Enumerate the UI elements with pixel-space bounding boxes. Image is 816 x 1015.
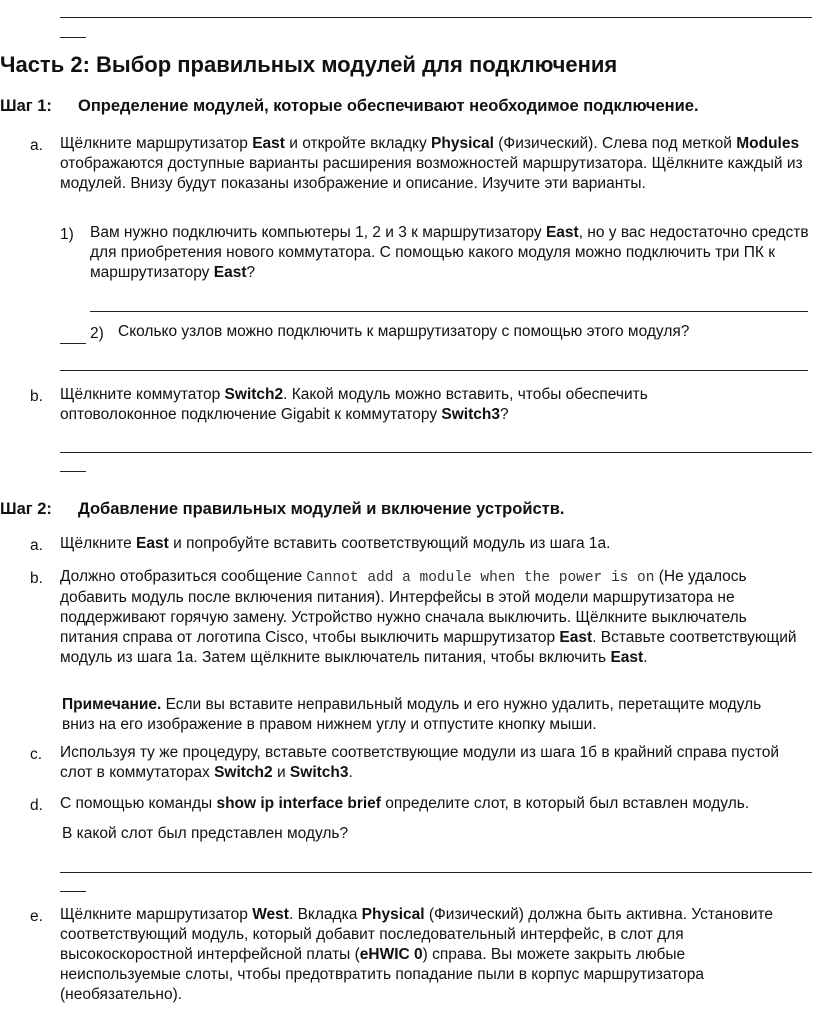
item-label: a. xyxy=(30,537,43,554)
question-label: 2) xyxy=(90,325,104,342)
step1-number: Шаг 1: xyxy=(0,97,52,115)
step1-b-text: Щёлкните коммутатор Switch2. Какой модуль можно вставить, чтобы обеспечить оптоволоконное подключение Gigabit к коммутатору Switch3? xyxy=(60,386,648,423)
step2-d-text: С помощью команды show ip interface brief определите слот, в который был вставлен модуль. xyxy=(60,795,750,812)
step1-question1-text: Вам нужно подключить компьютеры 1, 2 и 3 к маршрутизатору East, но у вас недостаточно средств для приобретения нового коммутатора. С помощью какого модуля можно подключить три ПК к маршрутизатору East? xyxy=(90,224,809,281)
answer-line xyxy=(90,311,808,312)
item-label: b. xyxy=(30,570,43,587)
answer-line xyxy=(60,452,812,453)
answer-line xyxy=(60,872,812,873)
item-label: c. xyxy=(30,746,43,763)
step2-e-text: Щёлкните маршрутизатор West. Вкладка Physical (Физический) должна быть активна. Установите соответствующий модуль, который добавит последовательный интерфейс, в слот для высокоскоростной интерфейсной платы (eHWIC 0) справа. Вы можете закрыть любые неиспользуемые слоты, чтобы предотвратить попадание пыли в корпус маршрутизатора (необязательно). xyxy=(60,906,774,1003)
step1-heading xyxy=(0,97,699,116)
step2-heading xyxy=(0,500,564,519)
answer-line-short xyxy=(60,37,86,38)
step2-c-text: Используя ту же процедуру, вставьте соответствующие модули из шага 1б в крайний справа пустой слот в коммутаторах Switch2 и Switch3. xyxy=(60,744,780,781)
question-label: 1) xyxy=(60,226,74,243)
item-label: d. xyxy=(30,797,43,814)
step2-b-text: Должно отобразиться сообщение Cannot add a module when the power is on (Не удалось добавить модуль после включения питания). Интерфейсы в этой модели маршрутизатора не поддерживают горячую замену. Устройство нужно сначала выключить. Щёлкните выключатель питания справа от логотипа Cisco, чтобы выключить маршрутизатор East. Вставьте соответствующий модуль из шага 1a. Затем щёлкните выключатель питания, чтобы включить East. xyxy=(60,568,797,666)
step2-number: Шаг 2: xyxy=(0,500,52,518)
answer-line xyxy=(60,370,808,371)
answer-line-short xyxy=(60,343,86,344)
step2-note: Примечание. Если вы вставите неправильный модуль и его нужно удалить, перетащите модуль вниз на его изображение в правом нижнем углу и отпустите кнопку мыши. xyxy=(62,696,762,733)
step2-title: Добавление правильных модулей и включение устройств. xyxy=(78,500,565,518)
step1-a-text: Щёлкните маршрутизатор East и откройте вкладку Physical (Физический). Слева под меткой Modules отображаются доступные варианты расширения возможностей маршрутизатора. Щёлкните каждый из модулей. Внизу будут показаны изображение и описание. Изучите эти варианты. xyxy=(60,135,803,192)
step1-title: Определение модулей, которые обеспечивают необходимое подключение. xyxy=(78,97,699,115)
error-message-code: Cannot add a module when the power is on xyxy=(306,570,655,586)
part-title: Часть 2: Выбор правильных модулей для подключения xyxy=(0,52,618,77)
step1-question2-text: Сколько узлов можно подключить к маршрутизатору с помощью этого модуля? xyxy=(118,323,690,340)
step2-d-question: В какой слот был представлен модуль? xyxy=(62,825,349,842)
item-label: e. xyxy=(30,908,43,925)
answer-line-short xyxy=(60,471,86,472)
item-label: a. xyxy=(30,137,43,154)
answer-line xyxy=(60,17,812,18)
step2-a-text: Щёлкните East и попробуйте вставить соответствующий модуль из шага 1a. xyxy=(60,535,611,552)
answer-line-short xyxy=(60,891,86,892)
item-label: b. xyxy=(30,388,43,405)
